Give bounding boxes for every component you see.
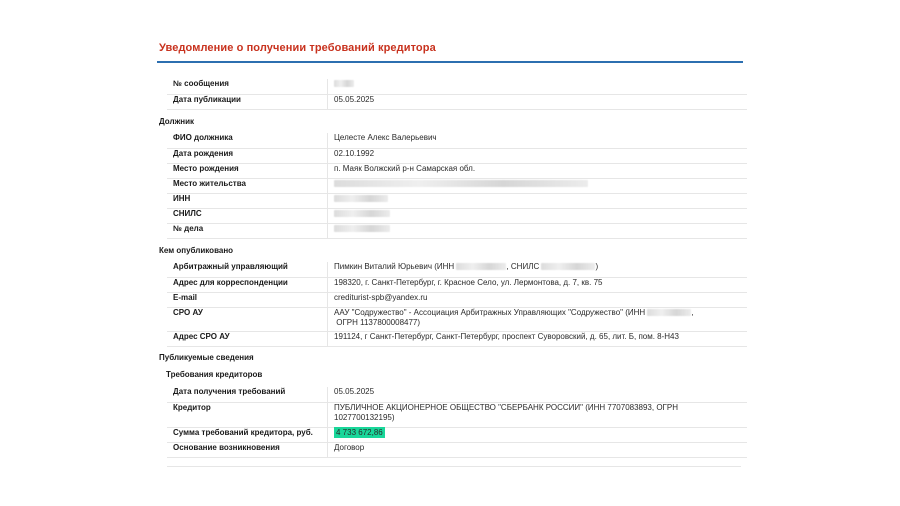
- birth-date-value: 02.10.1992: [328, 148, 748, 163]
- table-row: [167, 307, 747, 331]
- sro-label: СРО АУ: [167, 307, 328, 331]
- bottom-divider: [167, 466, 741, 467]
- creditor-value: [328, 402, 748, 427]
- mail-address-label: Адрес для корреспонденции: [167, 277, 328, 292]
- table-row: [167, 79, 747, 94]
- sro-name-text: ААУ "Содружество" - Ассоциация Арбитражных Управляющих "Содружество" (ИНН: [334, 307, 646, 317]
- redacted-value: [541, 263, 595, 270]
- residence-label: Место жительства: [167, 178, 328, 193]
- table-row: [167, 387, 747, 402]
- debtor-name-label: ФИО должника: [167, 133, 328, 148]
- sro-address-label: Адрес СРО АУ: [167, 331, 328, 346]
- snils-label: СНИЛС: [167, 208, 328, 223]
- mail-address-value: 198320, г. Санкт-Петербург, г. Красное Село, ул. Лермонтова, д. 7, кв. 75: [328, 277, 748, 292]
- claims-table: [167, 387, 747, 458]
- sro-address-value: 191124, г Санкт-Петербург, Санкт-Петербург, проспект Суворовский, д. 65, лит. Б, пом. 8-Н43: [328, 331, 748, 346]
- email-label: E-mail: [167, 292, 328, 307]
- table-row: [167, 277, 747, 292]
- publication-date-label: Дата публикации: [167, 94, 328, 109]
- message-number-value: [328, 79, 748, 94]
- manager-snils-text: , СНИЛС: [506, 262, 540, 271]
- table-row: [167, 133, 747, 148]
- table-row: [167, 402, 747, 427]
- table-row: [167, 148, 747, 163]
- creditor-label: Кредитор: [167, 402, 328, 427]
- subsection-claims: Требования кредиторов: [166, 370, 263, 379]
- birth-place-value: п. Маяк Волжский р-н Самарская обл.: [328, 163, 748, 178]
- redacted-value: [334, 195, 388, 202]
- page-title: Уведомление о получении требований кредитора: [159, 42, 436, 54]
- sro-comma-text: ,: [691, 307, 694, 317]
- birth-date-label: Дата рождения: [167, 148, 328, 163]
- claim-basis-label: Основание возникновения: [167, 442, 328, 457]
- table-row: [167, 178, 747, 193]
- table-row: [167, 163, 747, 178]
- section-publisher: Кем опубликовано: [159, 246, 234, 255]
- claims-date-label: Дата получения требований: [167, 387, 328, 402]
- inn-label: ИНН: [167, 193, 328, 208]
- creditor-name-text: ПУБЛИЧНОЕ АКЦИОНЕРНОЕ ОБЩЕСТВО "СБЕРБАНК РОССИИ" (ИНН 7707083893, ОГРН: [334, 402, 678, 412]
- claim-amount-value: [328, 427, 748, 442]
- section-debtor: Должник: [159, 117, 194, 126]
- table-row: [167, 94, 747, 109]
- table-row: [167, 427, 747, 442]
- manager-label: Арбитражный управляющий: [167, 262, 328, 277]
- snils-value: [328, 208, 748, 223]
- inn-value: [328, 193, 748, 208]
- case-number-value: [328, 223, 748, 238]
- claims-date-value: 05.05.2025: [328, 387, 748, 402]
- publication-date-value: 05.05.2025: [328, 94, 748, 109]
- message-table: [167, 79, 747, 110]
- debtor-table: [167, 133, 747, 239]
- claim-amount-highlight: 4 733 672,86: [336, 427, 383, 437]
- redacted-value: [334, 210, 390, 217]
- publisher-table: [167, 262, 747, 347]
- table-row: [167, 262, 747, 277]
- claim-amount-label: Сумма требований кредитора, руб.: [167, 427, 328, 442]
- redacted-value: [456, 263, 506, 270]
- redacted-value: [334, 180, 588, 187]
- sro-value: [328, 307, 748, 331]
- manager-value: [328, 262, 748, 277]
- table-row: [167, 208, 747, 223]
- table-row: [167, 193, 747, 208]
- manager-name-text: Пимкин Виталий Юрьевич (ИНН: [334, 262, 455, 271]
- debtor-name-value: Целесте Алекс Валерьевич: [328, 133, 748, 148]
- message-number-label: № сообщения: [167, 79, 328, 94]
- redacted-value: [334, 80, 354, 87]
- redacted-value: [334, 225, 390, 232]
- title-divider: [157, 61, 743, 63]
- case-number-label: № дела: [167, 223, 328, 238]
- table-row: [167, 292, 747, 307]
- section-published: Публикуемые сведения: [159, 353, 254, 362]
- sro-ogrn-text: ОГРН 1137800008477): [336, 317, 421, 327]
- birth-place-label: Место рождения: [167, 163, 328, 178]
- claim-basis-value: Договор: [328, 442, 748, 457]
- manager-close-text: ): [595, 262, 599, 271]
- redacted-value: [647, 307, 694, 317]
- creditor-ogrn-text: 1027700132195): [334, 412, 395, 422]
- email-value: crediturist-spb@yandex.ru: [328, 292, 748, 307]
- table-row: [167, 442, 747, 457]
- table-row: [167, 331, 747, 346]
- residence-value: [328, 178, 748, 193]
- table-row: [167, 223, 747, 238]
